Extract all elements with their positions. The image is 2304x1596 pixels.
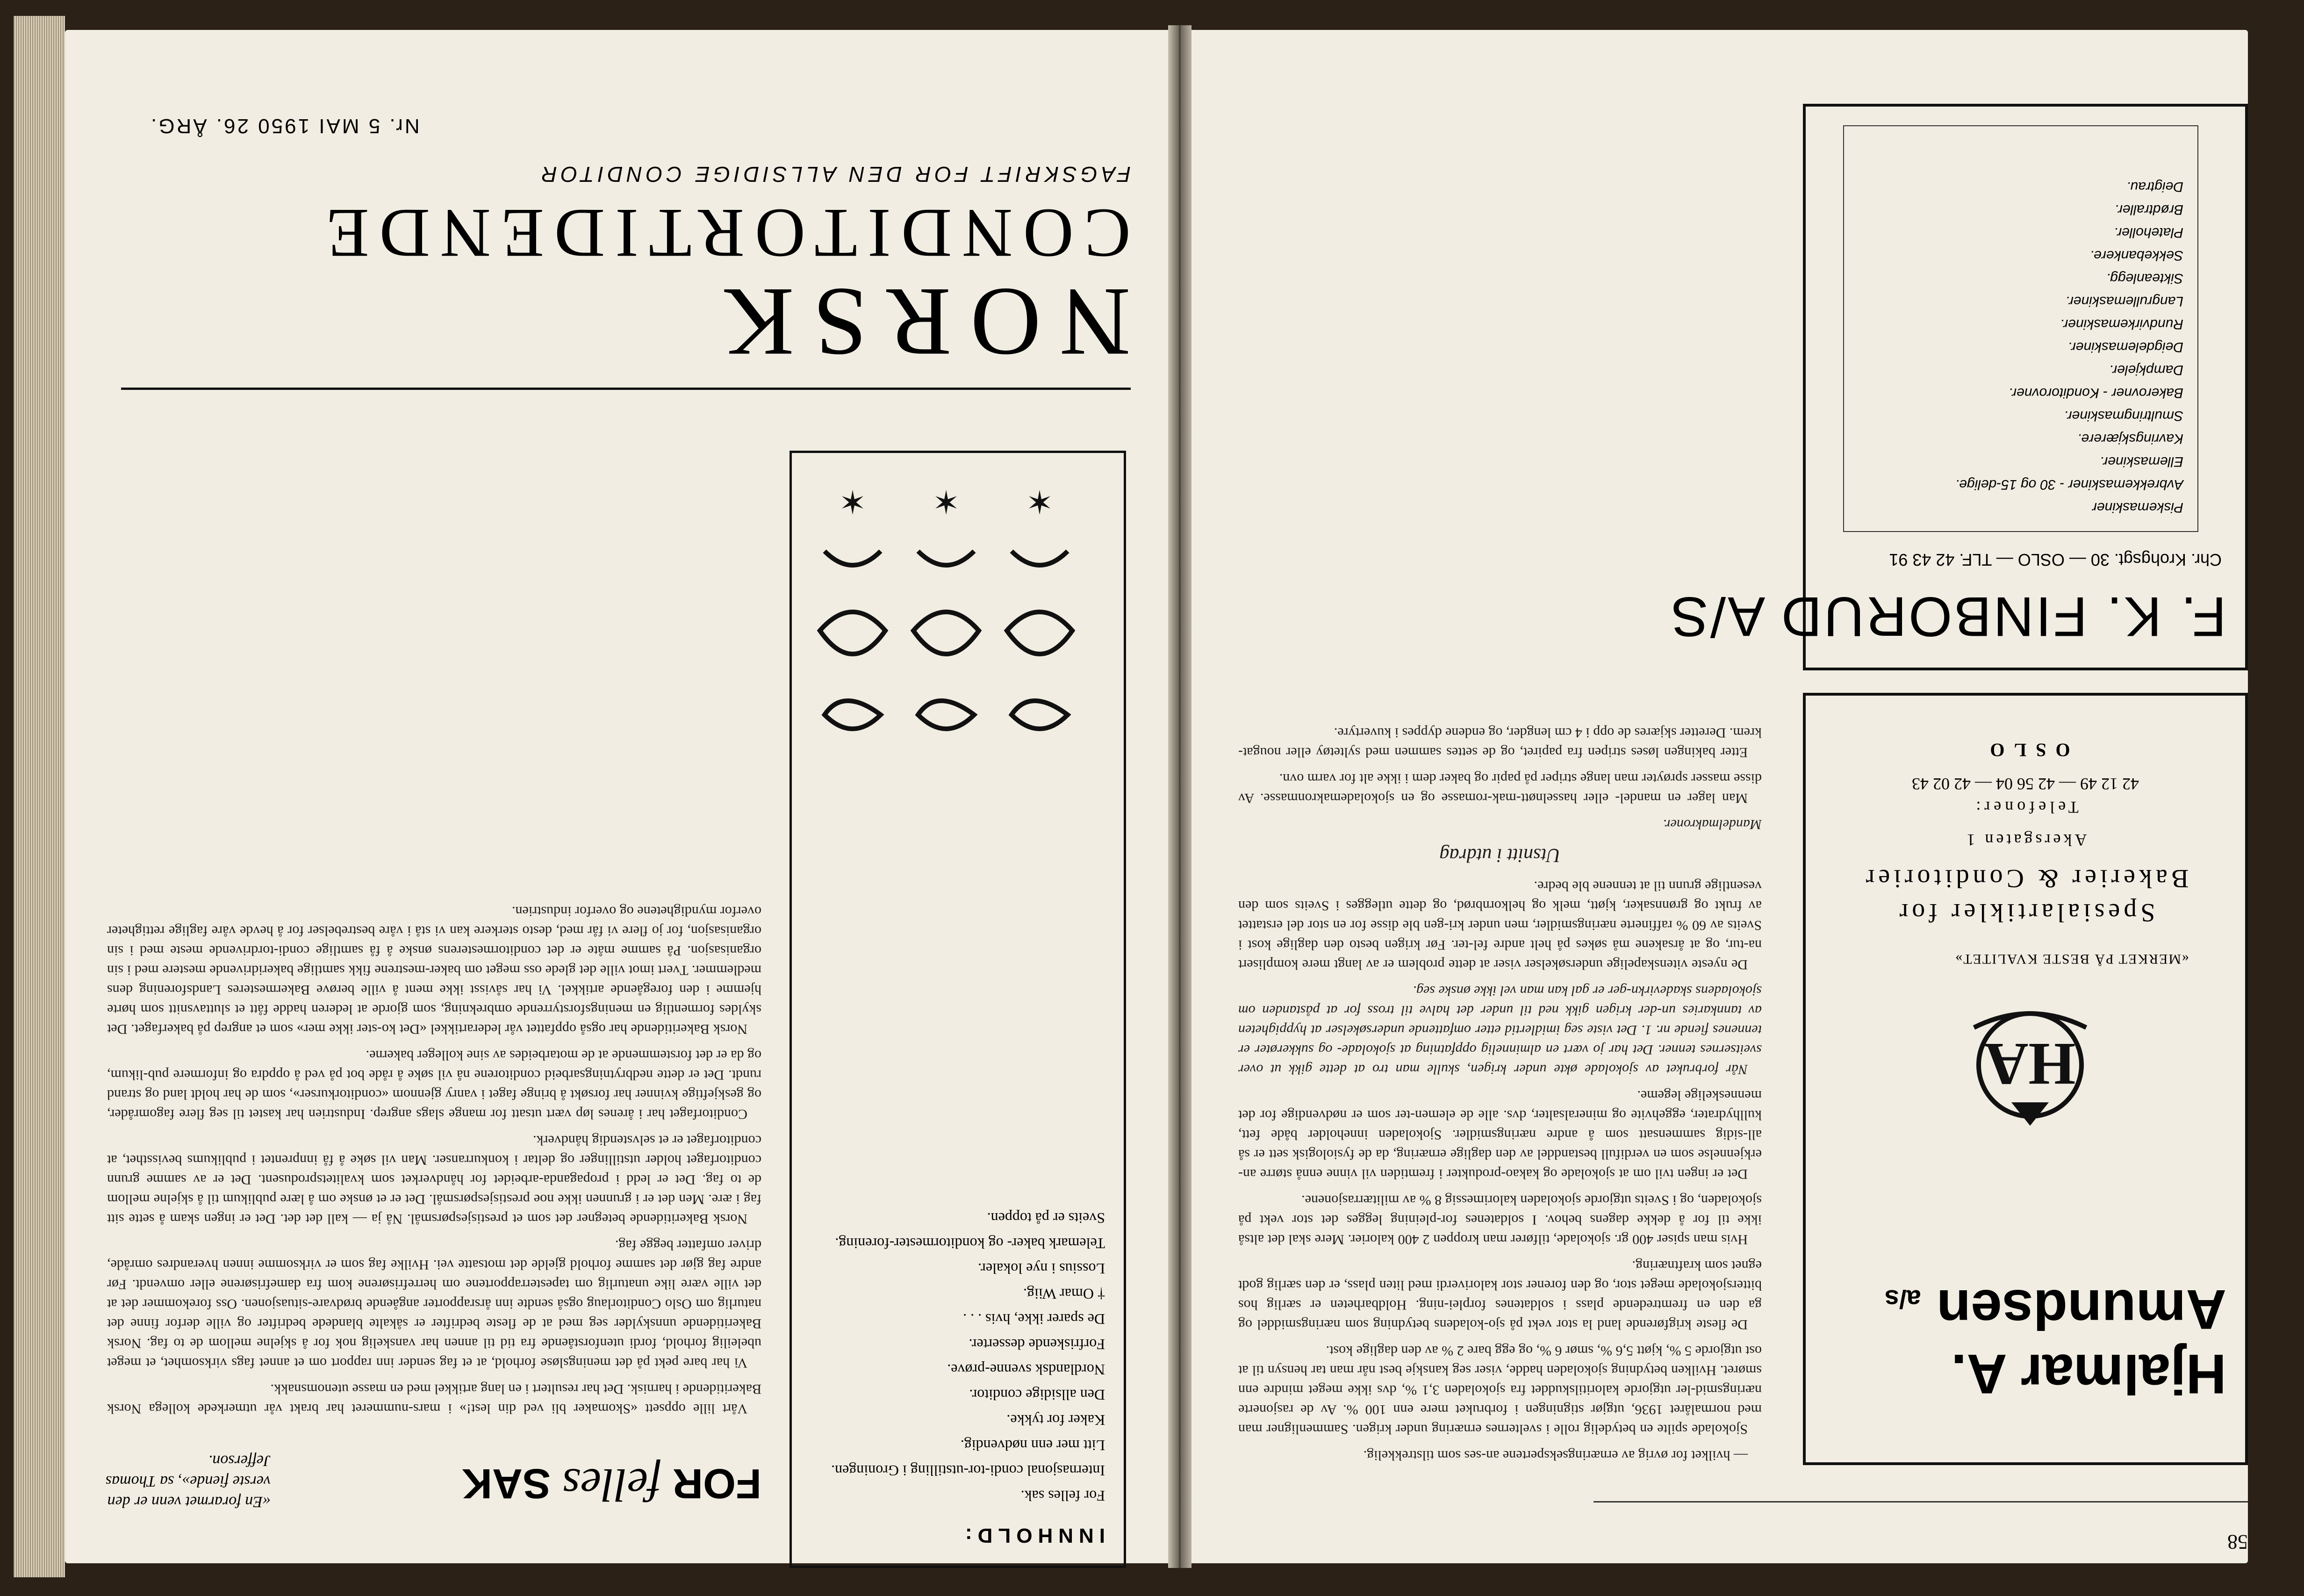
hjalmar-phones: 42 12 49 — 42 56 04 — 42 02 43 bbox=[1912, 775, 2139, 793]
page-number: 58 bbox=[2227, 1531, 2248, 1553]
hjalmar-address: Akersgaten 1 bbox=[1964, 831, 2087, 849]
feature-quote: «En forarmet venn er den verste fiende», sa Thomas Jefferson. bbox=[105, 1452, 271, 1510]
toc-title: INNHOLD: bbox=[959, 1524, 1105, 1547]
hjalmar-specialty bbox=[1834, 861, 2217, 929]
list-item: Langrullemaskiner. bbox=[2065, 294, 2183, 309]
finborud-name: F. K. FINBORUD A/S bbox=[1669, 585, 2226, 648]
masthead-title-line2: CONDITORTIDENDE bbox=[316, 194, 1131, 272]
toc-item: Telemark baker- og konditormester-forening. bbox=[835, 1235, 1105, 1252]
toc-item: For felles sak. bbox=[1020, 1488, 1105, 1504]
list-item: Sekkebankere. bbox=[2089, 248, 2183, 263]
feature-title-script: felles bbox=[562, 1459, 661, 1511]
svg-text:✶: ✶ bbox=[839, 482, 867, 521]
toc-item: Lossius i nye lokaler. bbox=[978, 1260, 1105, 1277]
article-paragraph: Norsk Bakeritidende har også oppfattet vår lederartikkel «Det ko-ster ikke mer» som et angrep på bakerfaget. Det skyldes formentlig en meningsforstyrrende ombrekning, som gjorde at lederen hadde fått et sluttavsnitt som hørte hjemme i den foregående artikkel. Vi har såvisst ikke ment å ville berøve Bakermesteres Landsforening dens medlemmer. Tvert imot ville det glede oss meget om baker-mestrene fikk samtlige bakeridrivende mestere med i sin organisasjon. På samme måte er det conditormesterens ønske å få samtlige condi-tordrivende meste med i sin organisasjon, for jo flere vi får med, desto sterkere kan vi stå i våre bestrebelser for å hevde våre faglige rettigheter overfor myndighetene og overfor industrien. bbox=[107, 904, 761, 1037]
hjalmar-quote: «MERKET PÅ BESTE KVALITET» bbox=[1954, 951, 2189, 967]
hjalmar-name-line2-wrap bbox=[1885, 1277, 2226, 1342]
toc-item: De sparer ikke, hvis . . . bbox=[963, 1311, 1105, 1328]
folk-birds-ornament-icon bbox=[806, 472, 1105, 771]
article-paragraph: — hvilket for øvrig av ernæringsekspertene an-ses som tilstrekkelig. bbox=[1363, 1448, 1748, 1463]
masthead-rule bbox=[121, 388, 1131, 390]
toc-item: † Omar Wiig. bbox=[1023, 1286, 1105, 1302]
toc-item: Kaker for tykke. bbox=[1006, 1412, 1105, 1429]
hjalmar-specialty-line2: Bakerier & Conditorier bbox=[1862, 864, 2189, 893]
list-item: Brødtraller. bbox=[2114, 202, 2183, 217]
toc-item: Den allsidige conditor. bbox=[969, 1387, 1105, 1403]
list-item: Piskemaskiner bbox=[2092, 500, 2183, 515]
article-paragraph: Hvis man spiser 400 gr. sjokolade, tilfører man kroppen 2 400 kalorier. Mere skal det altså ikke til for å dekke dagens behov. I soldatenes for-pleining legges det stor vekt på sjokoladen, og i Sveits utgjorde sjokoladen kalorimessig 8 % av militærrasjonene. bbox=[1238, 1193, 1762, 1247]
masthead-subtitle: FAGSKRIFT FOR DEN ALLSIDIGE CONDITOR bbox=[538, 162, 1131, 187]
article-paragraph: De fleste krigførende land la stor vekt på sjo-koladens betydning som næringsmiddel og ga den en fremtredende plass i soldatenes forplei-ning. Holdbarheten er særlig hos bittersjokolade meget stor, og den forener stor kaloriverdi med liten plass, er den særlig godt egnet som kraftnæring. bbox=[1238, 1258, 1762, 1332]
list-item: Plateholler. bbox=[2114, 225, 2183, 240]
article-paragraph: Vi har bare pekt på det meningsløse forhold, at et fag sender inn rapport om et annet fags virksomhet, et meget ubeleilig forhold, fordi utenforstående fra tid til annen har vanskelig nok for å skjelne mellom de to fag. Norsk Bakeritidende unnskylder seg med at de fleste bedrifter er såkalte blandede bedrifter og ville derfor finne det naturlig om Oslo Conditorlaug også sendte inn årsrapporter angående brødvare-situasjonen. Oss forekommer det at det ville være like unaturlig om tapesterrapportene om herrefrisørene kom fra damefrisørene eller omvendt. Før andre fag gjør det samme forhold gjelde det motsatte vei. Hvilke fag som er virksomme innen hverandres område, driver omfatter begge fag. bbox=[107, 1237, 761, 1371]
masthead bbox=[121, 109, 1131, 376]
article-paragraph: De nyeste vitenskapelige undersøkelser viser at dette problem er av langt mere komplisert na-tur, og at årsakene må søkes på helt andre fel-ter. Før krigen besto den daglige kost i Sveits av 60 % raffinerte næringsmidler, men under kri-gen ble disse for en stor del erstattet av frukt og grønnsaker, kjøtt, melk og helkornbrød, og dette utlegges i Sveits som den vesentlige grunn til at tennene ble bedre. bbox=[1238, 878, 1762, 972]
finborud-address: Chr. Krohgsgt. 30 — OSLO — TLF. 42 43 91 bbox=[1889, 550, 2222, 569]
feature-title-part2: SAK bbox=[461, 1460, 562, 1507]
article-signature: Utsnitt i utdrag bbox=[1439, 844, 1561, 866]
book-gutter bbox=[1168, 25, 1191, 1568]
hjalmar-name bbox=[1885, 1277, 2226, 1406]
feature-header bbox=[105, 1452, 761, 1512]
feature-title-part1: FOR bbox=[661, 1460, 761, 1507]
ad-finborud bbox=[1669, 104, 2248, 670]
hjalmar-suffix: a/s bbox=[1884, 1285, 1921, 1314]
article-paragraph: Man lager en mandel- eller hasselnøtt-mak-romasse og en sjokolademakronmasse. Av disse masser sprøyter man lange striper på papir og baker dem i ikke alt for varm ovn. bbox=[1238, 771, 1762, 806]
list-item: Kavringskjærere. bbox=[2077, 431, 2183, 446]
list-item: Rundvirkemaskiner. bbox=[2060, 316, 2183, 332]
list-item: Deigtrau. bbox=[2126, 179, 2183, 194]
svg-text:✶: ✶ bbox=[1026, 482, 1054, 521]
article-paragraph: Sjokolade spilte en betydelig rolle i svelternes ernæring under krigen. Sammenligner man med normalåret 1936, utgjør stigningen i forbruket mere enn 100 %. Av de rasjonerte næringsmid-ler utgjorde kaloritilskuddet fra sjokoladen 3,1 %, dvs ikke meget mindre enn smøret. Hvilken betydning sjokoladen hadde, viser seg kanskje best når man tar hensyn til at ost utgjorde 5 %, kjøtt 5,6 %, smør 6 %, og egg bare 2 % av den daglige kost. bbox=[1238, 1343, 1762, 1437]
list-item: Dampkjeler. bbox=[2109, 362, 2183, 378]
hjalmar-city: OSLO bbox=[1981, 740, 2070, 761]
hjalmar-phones-label: Telefoner: bbox=[1972, 798, 2079, 817]
top-rule bbox=[1593, 1501, 2248, 1503]
list-item: Deigdelemaskiner. bbox=[2067, 339, 2183, 355]
svg-text:HA: HA bbox=[1984, 1030, 2076, 1098]
toc-list bbox=[831, 1205, 1105, 1510]
table-of-contents bbox=[790, 451, 1126, 1568]
masthead-issue: Nr. 5 MAI 1950 26. ÅRG. bbox=[149, 115, 420, 137]
toc-item: Litt mer enn nødvendig. bbox=[960, 1437, 1105, 1454]
chocolate-article bbox=[1238, 109, 1762, 1465]
toc-item: Forfriskende desserter. bbox=[969, 1336, 1105, 1353]
toc-item: Nordlandsk svenne-prøve. bbox=[947, 1361, 1105, 1378]
feature-article-body bbox=[107, 483, 761, 1418]
page-edges bbox=[14, 16, 65, 1577]
article-paragraph: Conditorfaget har i årenes løp vært utsatt for mange slags angrep. Industrien har kastet til seg flere fagområder, og geskjeftige kvinner har forsøkt å bringe faget i vanry gjennom «conditorkurser», som de har holdt land og strand rundt. Det er dette nedbrytningsarbeid conditorene nå vil søke å råde bot på ved å oppdra og informere pub-likum, og da er det forstemmende at de motarbeides av sine kolleger bakerne. bbox=[107, 1048, 761, 1122]
masthead-title-line1: NORSK bbox=[704, 268, 1131, 376]
finborud-product-list bbox=[1843, 125, 2198, 532]
hjalmar-name-line1: Hjalmar A. bbox=[1951, 1343, 2226, 1405]
svg-text:✶: ✶ bbox=[932, 482, 960, 521]
list-item: Smultringmaskiner. bbox=[2064, 408, 2183, 424]
list-item: Avbrekkemaskiner - 30 og 15-delige. bbox=[1955, 477, 2183, 492]
list-item: Bakerovner - Konditorovner. bbox=[2008, 385, 2183, 401]
hjalmar-specialty-line1: Spesialartikler for bbox=[1895, 898, 2155, 927]
recipe-heading: Mandelmakroner. bbox=[1663, 817, 1762, 832]
toc-item: Internasjonal condi-tor-utstilling i Groningen. bbox=[831, 1462, 1105, 1479]
toc-item: Sveits er på toppen. bbox=[987, 1210, 1105, 1227]
list-item: Ellemaskiner. bbox=[2100, 454, 2183, 469]
ad-hjalmar-amundsen bbox=[1803, 693, 2248, 1465]
article-paragraph: Vårt lille oppsett «Skomaker bli ved din lest!» i mars-nummeret har brakt vår utmerkede kollega Norsk Bakeritidende i harnisk. Det har resultert i en lang artikkel med en masse utenomsnakk. bbox=[107, 1381, 761, 1416]
hjalmar-logo-icon bbox=[1955, 995, 2105, 1144]
article-paragraph: Når forbruket av sjokolade økte under krigen, skulle man tro at dette gikk ut over sveitsernes tenner. Det har jo vært en alminnelig oppfatning at sjokolade- og sukkerøter er tennenes fiende nr. 1. Det viste seg imidlertid etter omfattende undersøkelser at hyppigheten av tannkaries un-der krigen gikk ned til under det halve til tross for at påstanden om sjokoladens skadevirkn-ger er gal kan man vel ikke ønske seg. bbox=[1238, 983, 1762, 1077]
list-item: Siktеanlegg. bbox=[2106, 271, 2183, 286]
article-paragraph: Norsk Bakeritidende betegner det som et prestisjespørsmål. Nå ja — kall det det. Det er ingen skam å sette sitt fag i ære. Men det er i grunnen ikke noe prestisjespørsmål. Det er et ønske om å lære publikum til å skjelne mellom de to fag. Det er ledd i propaganda-arbeidet for håndverket som kvalitetsprodusent. Det er av samme grunn conditorfaget holder utstillinger og deltar i konkurranser. Man vil søke å få innprentet i publikums bevissthet, at conditorfaget er et selvstendig håndverk. bbox=[107, 1133, 761, 1227]
hjalmar-name-line2: Amundsen bbox=[1936, 1278, 2226, 1341]
article-paragraph: Det er ingen tvil om at sjokolade og kakao-produkter i fremtiden vil vinne ennå større an-erkjennelse som en verdifull bestanddel av den daglige ernæring, da de fysiologisk sett er så all-sidig sammensatt som å andre næringsmidler. Sjokoladen inneholder både fett, kullhydrater, eggehvite og mineralsalter, dvs. alle de elemen-ter som er nødvendige for det menneskelige legeme. bbox=[1238, 1088, 1762, 1182]
article-paragraph: Etter bakingen løses stripen fra papiret, og de settes sammen med syltetøy eller nougat-krem. Deretter skjæres de opp i 4 cm lengder, og endene dyppes i kuvertyre. bbox=[1238, 725, 1762, 760]
